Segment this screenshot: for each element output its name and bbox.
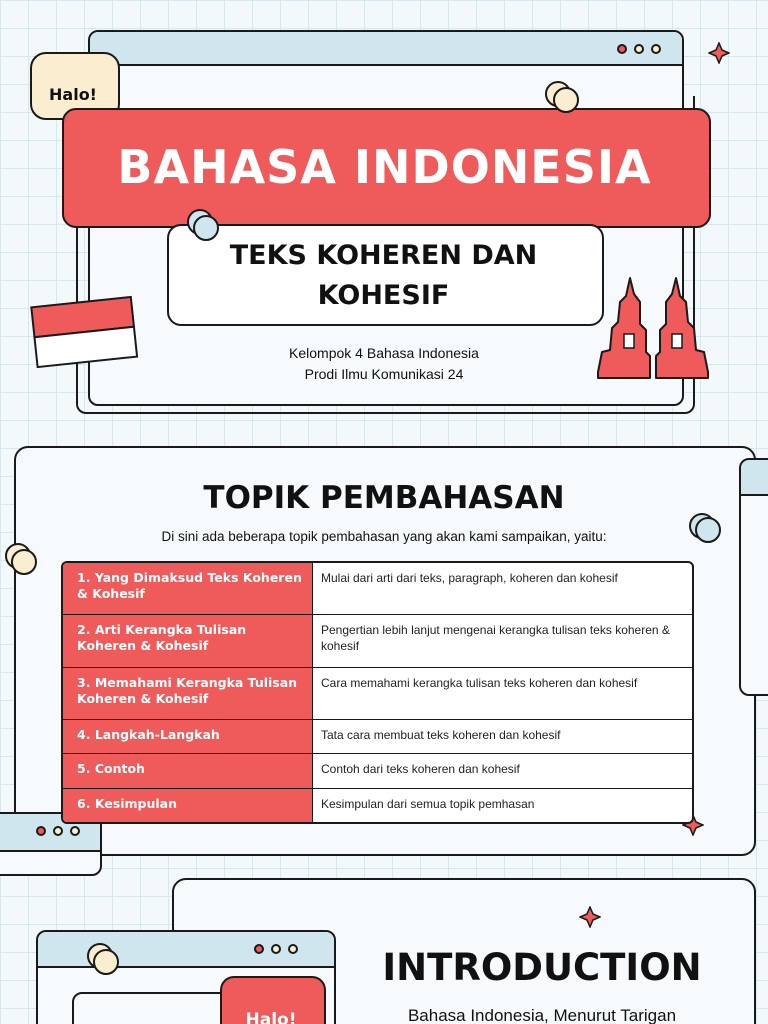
topic-label: Contoh: [94, 761, 145, 776]
topic-number: 1.: [77, 570, 91, 585]
topic-number: 2.: [77, 622, 91, 637]
page-title: BAHASA INDONESIA: [117, 140, 652, 194]
table-row: [63, 563, 692, 614]
circles-decoration-icon: [186, 208, 222, 244]
topic-label-cell: [63, 789, 313, 822]
topic-number: 3.: [77, 675, 91, 690]
table-row: [63, 753, 692, 788]
topic-label-cell: [63, 720, 313, 753]
table-row: [63, 719, 692, 753]
circles-decoration-icon: [544, 80, 584, 116]
table-row: [63, 614, 692, 667]
bali-gate-icon: [592, 272, 714, 388]
table-row: [63, 788, 692, 822]
topic-label: Langkah-Langkah: [94, 727, 220, 742]
window-dot-icon: [36, 826, 46, 836]
topic-desc: Pengertian lebih lanjut mengenai kerangka tulisan teks koheren & kohesif: [321, 623, 670, 653]
window-dot-icon: [53, 826, 63, 836]
subtitle-line-1: TEKS KOHEREN DAN: [229, 240, 538, 271]
topic-desc: Mulai dari arti dari teks, paragraph, koheren dan kohesif: [321, 571, 618, 585]
topics-table: [61, 561, 694, 824]
cover-window-bar: [90, 32, 682, 66]
cover-slide: [0, 0, 768, 430]
indonesia-flag-icon: [28, 290, 140, 370]
topic-desc: Kesimpulan dari semua topik pemhasan: [321, 797, 535, 811]
topic-desc: Tata cara membuat teks koheren dan kohesif: [321, 728, 561, 742]
intro-title: INTRODUCTION: [382, 946, 702, 989]
topic-desc: Contoh dari teks koheren dan kohesif: [321, 762, 520, 776]
window-dot-icon: [254, 944, 264, 954]
topic-label-cell: [63, 615, 313, 667]
topic-label-cell: [63, 563, 313, 614]
intro-body: Bahasa Indonesia, Menurut Tarigan: [407, 1006, 677, 1024]
topic-desc: Cara memahami kerangka tulisan teks koheren dan kohesif: [321, 676, 638, 690]
circles-decoration-icon: [4, 542, 40, 578]
subtitle-line-2: KOHESIF: [317, 280, 450, 311]
window-dot-icon: [70, 826, 80, 836]
window-dot-icon: [271, 944, 281, 954]
intro-slide: [0, 870, 768, 1024]
topic-label: Kesimpulan: [94, 796, 177, 811]
topics-intro: Di sini ada beberapa topik pembahasan yang akan kami sampaikan, yaitu:: [161, 529, 607, 544]
topic-number: 4.: [77, 727, 91, 742]
group-line-2: Prodi Ilmu Komunikasi 24: [304, 366, 464, 382]
table-row: [63, 667, 692, 719]
speech-bubble-text: Halo!: [49, 85, 97, 104]
window-dot-icon: [634, 44, 644, 54]
topic-number: 5.: [77, 761, 91, 776]
sparkle-icon: [708, 42, 730, 64]
topic-label-cell: [63, 668, 313, 719]
topic-label-cell: [63, 754, 313, 788]
window-dot-icon: [617, 44, 627, 54]
intro-speech-bubble-text: Halo!: [245, 1010, 297, 1024]
topic-label: Memahami Kerangka Tulisan Koheren & Kohesif: [77, 675, 298, 706]
window-dot-icon: [651, 44, 661, 54]
circles-decoration-icon: [86, 942, 122, 978]
topics-title: TOPIK PEMBAHASAN: [203, 480, 565, 516]
topic-number: 6.: [77, 796, 91, 811]
sparkle-icon: [579, 906, 601, 928]
group-line-1: Kelompok 4 Bahasa Indonesia: [289, 345, 479, 361]
window-dot-icon: [288, 944, 298, 954]
topic-label: Yang Dimaksud Teks Koheren & Kohesif: [77, 570, 302, 601]
topic-label: Arti Kerangka Tulisan Koheren & Kohesif: [77, 622, 247, 653]
